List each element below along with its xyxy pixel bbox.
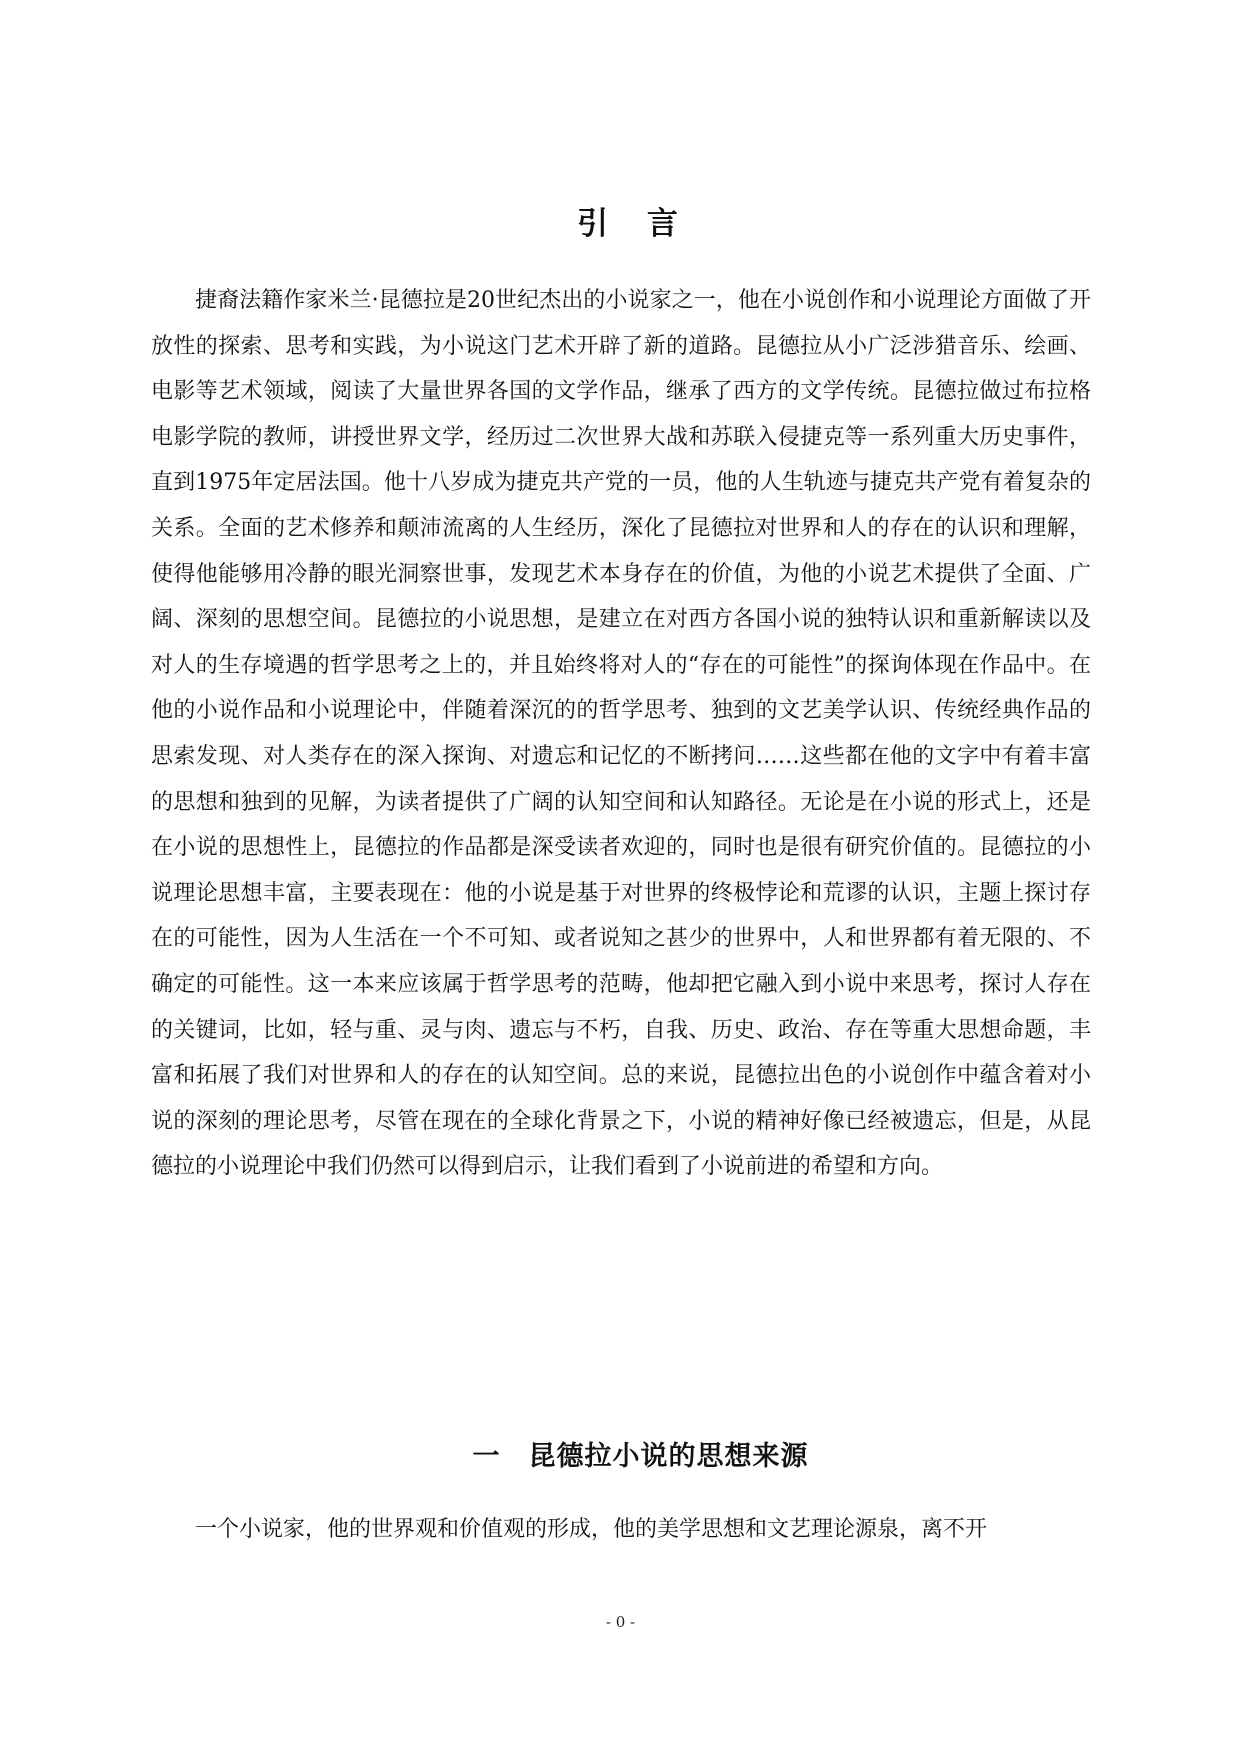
section-heading: 一 昆德拉小说的思想来源 [472, 1441, 809, 1472]
page-number: - 0 - [605, 1613, 636, 1631]
intro-heading: 引 言 [577, 206, 692, 242]
section-paragraph: 一个小说家，他的世界观和价值观的形成，他的美学思想和文艺理论源泉，离不开 [195, 1517, 988, 1542]
intro-paragraph: 捷裔法籍作家米兰·昆德拉是20世纪杰出的小说家之一，他在小说创作和小说理论方面做了开放性的探索、思考和实践，为小说这门艺术开辟了新的道路。昆德拉从小广泛涉猎音乐、绘画、电影等艺术领域，阅读了大量世界各国的文学作品，继承了西方的文学传统。昆德拉做过布拉格电影学院的教师，讲授世界文学，经历过二次世界大战和苏联入侵捷克等一系列重大历史事件，直到1975年定居法国。他十八岁成为捷克共产党的一员，他的人生轨迹与捷克共产党有着复杂的关系。全面的艺术修养和颠沛流离的人生经历，深化了昆德拉对世界和人的存在的认识和理解，使得他能够用冷静的眼光洞察世事，发现艺术本身存在的价值，为他的小说艺术提供了全面、广阔、深刻的思想空间。昆德拉的小说思想，是建立在对西方各国小说的独特认识和重新解读以及对人的生存境遇的哲学思考之上的，并且始终将对人的“存在的可能性”的探询体现在作品中。在他的小说作品和小说理论中，伴随着深沉的的哲学思考、独到的文艺美学认识、传统经典作品的思索发现、对人类存在的深入探询、对遗忘和记忆的不断拷问……这些都在他的文字中有着丰富的思想和独到的见解，为读者提供了广阔的认知空间和认知路径。无论是在小说的形式上，还是在小说的思想性上，昆德拉的作品都是深受读者欢迎的，同时也是很有研究价值的。昆德拉的小说理论思想丰富，主要表现在：他的小说是基于对世界的终极悖论和荒谬的认识，主题上探讨存在的可能性，因为人生活在一个不可知、或者说知之甚少的世界中，人和世界都有着无限的、不确定的可能性。这一本来应该属于哲学思考的范畴，他却把它融入到小说中来思考，探讨人存在的关键词，比如，轻与重、灵与肉、遗忘与不朽，自我、历史、政治、存在等重大思想命题，丰富和拓展了我们对世界和人的存在的认知空间。总的来说，昆德拉出色的小说创作中蕴含着对小说的深刻的理论思考，尽管在现在的全球化背景之下，小说的精神好像已经被遗忘，但是，从昆德拉的小说理论中我们仍然可以得到启示，让我们看到了小说前进的希望和方向。 [151, 288, 1091, 1180]
